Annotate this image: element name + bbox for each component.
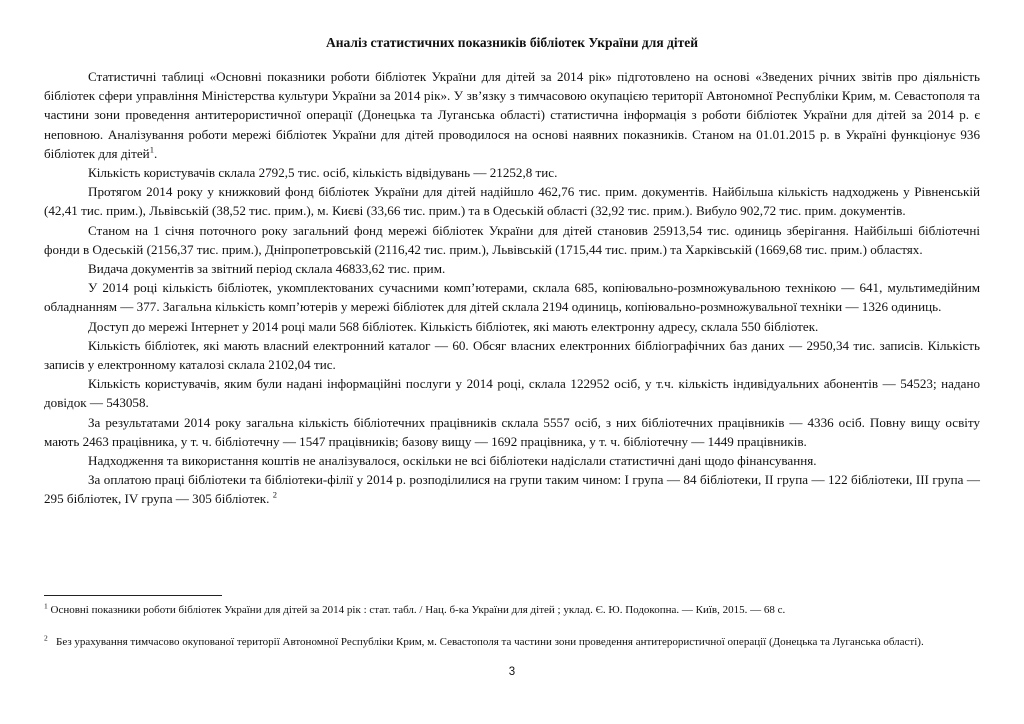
page-number: 3 [508,666,516,678]
paragraph-total-fund: Станом на 1 січня поточного року загальний фонд мережі бібліотек України для дітей становив 25913,54 тис. одиниць зберігання. Найбільші бібліотечні фонди в Одеській (2156,37 тис. прим.), Дніпропетровській (2116,42 тис. прим.), Львівській (1715,44 тис. прим.) та Харківській (1669,68 тис. прим.) областях. [44,222,980,257]
footnote-1 [44,603,980,618]
paragraph-funding: Надходження та використання коштів не аналізувалося, оскільки не всі бібліотеки надіслали статистичні дані щодо фінансування. [88,453,817,469]
footnote-2-text: Без урахування тимчасово окупованої території Автономної Республіки Крим, м. Севастополя та частини зони проведення антитерористичної операції (Донецька та Луганська області). [56,636,924,648]
paragraph-staff: За результатами 2014 року загальна кількість бібліотечних працівників склала 5557 осіб, з них бібліотечних працівників — 4336 осіб. Повну вищу освіту мають 2463 працівника, у т. ч. бібліотечну — 1547 працівників; базову вищу — 1692 працівника, у т. ч. бібліотечну — 1449 працівників. [44,414,980,449]
footnote-separator [44,595,222,596]
footnote-2 [44,635,980,650]
paragraph-equipment: У 2014 році кількість бібліотек, укомплектованих сучасними комп’ютерами, склала 685, копіювально-розмножувальною технікою — 641, мультимедійним обладнанням — 377. Загальна кількість комп’ютерів у мережі бібліотек для дітей склала 2194 одиниць, копіювально-розмножувальної техніки — 1326 одиниць. [44,280,980,315]
footnote-ref-2[interactable]: 2 [272,490,277,501]
paragraph-internet: Доступ до мережі Інтернет у 2014 році мали 568 бібліотек. Кількість бібліотек, які мають електронну адресу, склала 550 бібліотек. [88,318,819,334]
footnote-2-mark: 2 [44,633,48,643]
document-page [44,34,980,509]
paragraph-acquisitions: Протягом 2014 року у книжковий фонд бібліотек України для дітей надійшло 462,76 тис. прим. документів. Найбільша кількість надходжень у Рівненській (42,41 тис. прим.), Львівській (38,52 тис. прим.), м. Києві (33,66 тис. прим.) та в Одеській області (32,92 тис. прим.). Вибуло 902,72 тис. прим. документів. [44,184,980,219]
paragraph-intro [44,67,980,163]
paragraph-pay-groups [44,470,980,508]
footnote-1-mark: 1 [44,601,48,611]
paragraph-users: Кількість користувачів склала 2792,5 тис. осіб, кількість відвідувань — 21252,8 тис. [88,165,558,181]
paragraph-pay-groups-text: За оплатою праці бібліотеки та бібліотеки-філії у 2014 р. розподілилися на групи таким чином: І група — 84 бібліотеки, ІІ група — 122 бібліотеки, ІІІ група — 295 бібліотек, IV група — 305 бібліотек. [44,472,980,507]
footnote-ref-1[interactable]: 1 [149,144,154,155]
paragraph-circulation: Видача документів за звітний період склала 46833,62 тис. прим. [88,261,446,277]
paragraph-intro-text: Статистичні таблиці «Основні показники роботи бібліотек України для дітей за 2014 рік» підготовлено на основі «Зведених річних звітів про діяльність бібліотек сфери управління Міністерства культури України за 2014 рік». У зв’язку з тимчасовою окупацією території Автономної Республіки Крим, м. Севастополя та частини зони проведення антитерористичної операції (Донецька та Луганська області) статистична інформація з роботи бібліотек України для дітей за 2014 р. є неповною. Аналізування роботи мережі бібліотек України для дітей проводилося на основі наявних показників. Станом на 01.01.2015 р. в Україні функціонує 936 бібліотек для дітей [44,69,980,161]
paragraph-intro-end: . [153,145,158,161]
footnote-1-text: Основні показники роботи бібліотек України для дітей за 2014 рік : стат. табл. / Нац. б-ка України для дітей ; уклад. Є. Ю. Подокопна. — Київ, 2015. — 68 с. [50,604,786,616]
paragraph-catalog: Кількість бібліотек, які мають власний електронний каталог — 60. Обсяг власних електронних бібліографічних баз даних — 2950,34 тис. записів. Кількість записів у електронному каталозі склала 2102,04 тис. [44,337,980,373]
paragraph-info-services: Кількість користувачів, яким були надані інформаційні послуги у 2014 році, склала 122952 осіб, у т.ч. кількість індивідуальних абонентів — 54523; надано довідок — 543058. [44,376,980,411]
document-title: Аналіз статистичних показників бібліотек України для дітей [325,35,698,50]
